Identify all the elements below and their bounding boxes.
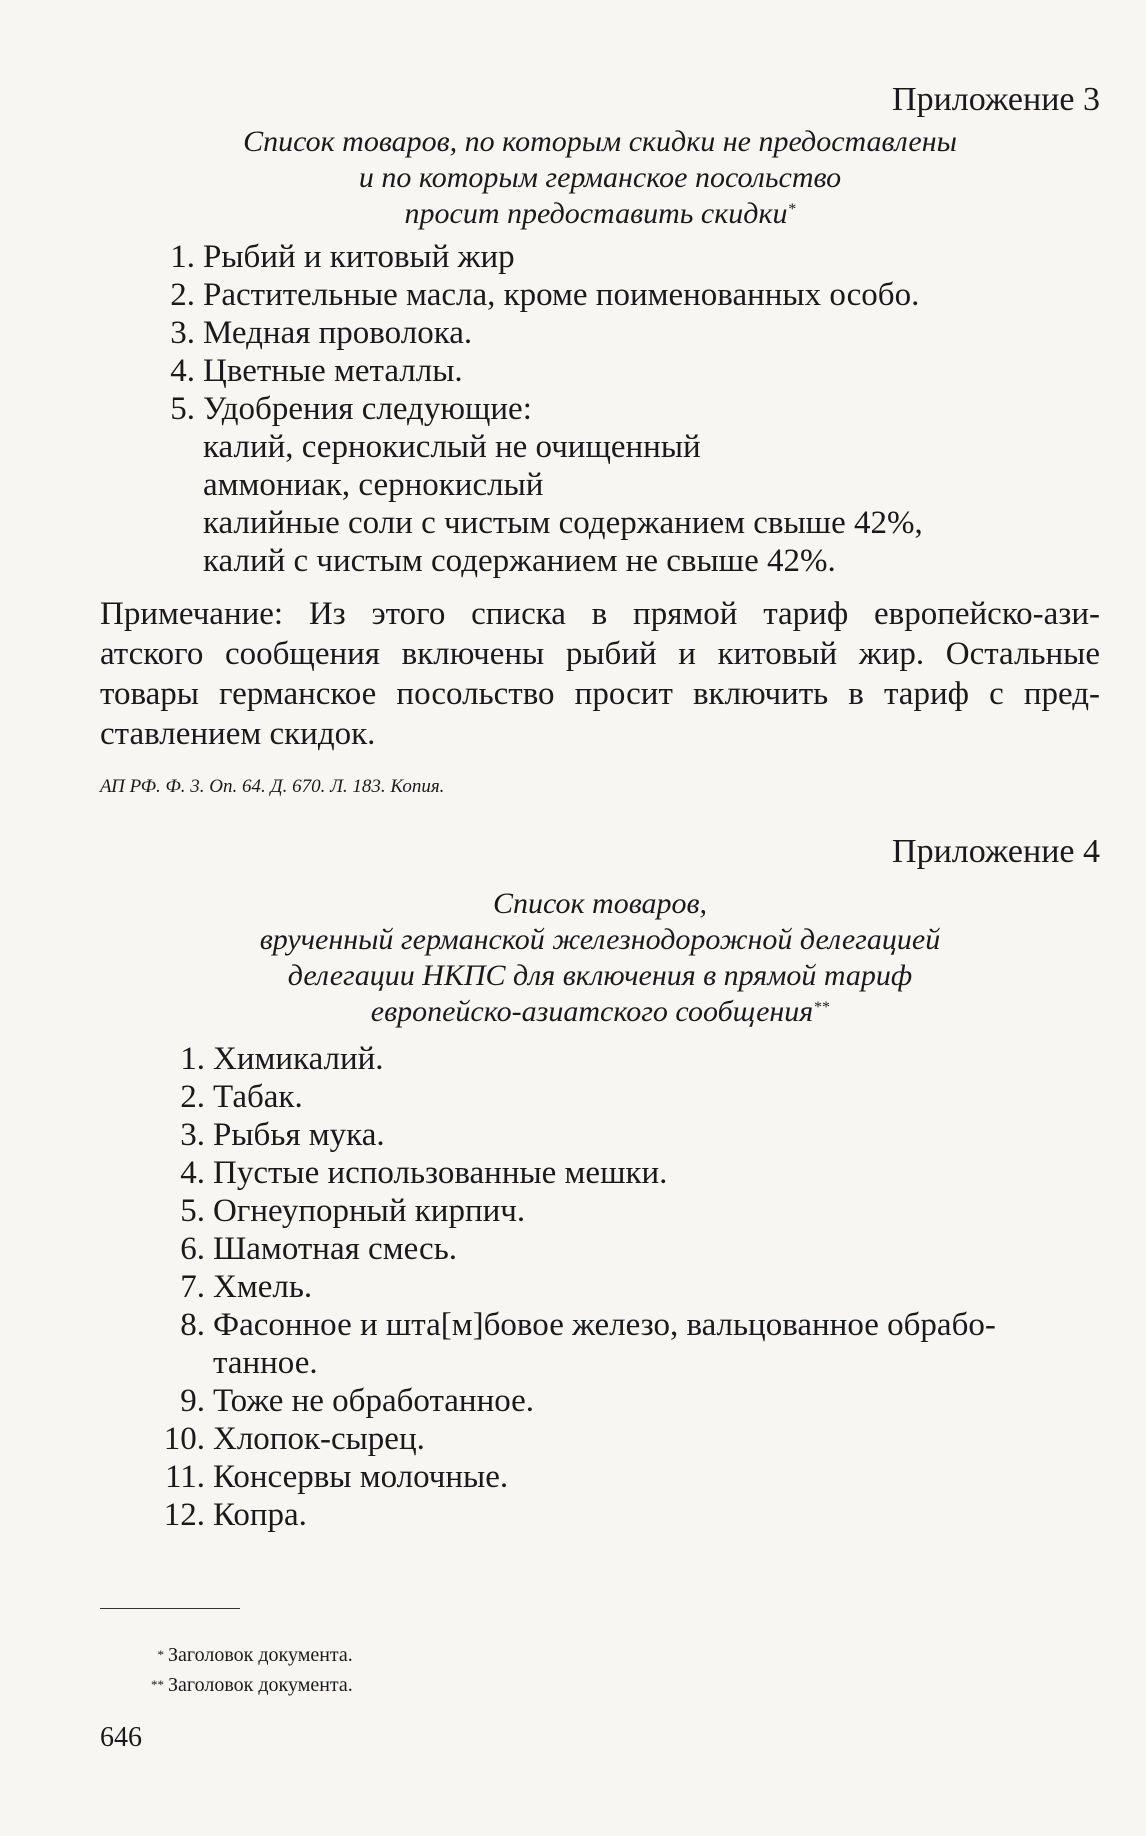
list-item [100, 1116, 1100, 1154]
footnote-marker: * [787, 201, 796, 218]
list-item-text: Удобрения следующие: [203, 391, 532, 427]
list-item [100, 1230, 1100, 1268]
list-item-text: Рыбья мука. [213, 1117, 385, 1153]
appendix-4-list [100, 1040, 1100, 1534]
list-item [100, 314, 1100, 352]
list-item-text: Тоже не обработанное. [213, 1383, 535, 1419]
footnote-text: Заголовок документа. [168, 1644, 353, 1666]
appendix-4-title-line [100, 994, 1100, 1030]
list-item-number: 3. [170, 315, 195, 351]
appendix-4-title-line: врученный германской железнодорожной делегацией [259, 923, 941, 956]
appendix-4-title [100, 886, 1100, 1030]
list-subitem: калий, сернокислый не очищенный [203, 429, 701, 465]
appendix-4-title-text: европейско-азиатского сообщения [370, 995, 814, 1028]
footnotes [148, 1640, 353, 1700]
list-item-number: 1. [170, 239, 195, 275]
list-item-number: 10. [163, 1421, 205, 1457]
list-item-number: 11. [164, 1459, 205, 1495]
appendix-4-title-line: делегации НКПС для включения в прямой тариф [287, 959, 913, 992]
list-item-number: 4. [170, 353, 195, 389]
archive-source: АП РФ. Ф. 3. Оп. 64. Д. 670. Л. 183. Копия. [100, 776, 445, 797]
list-item-text: Химикалий. [213, 1041, 384, 1077]
list-item [100, 352, 1100, 390]
list-item-number: 5. [170, 391, 195, 427]
appendix-3-label: Приложение 3 [892, 81, 1100, 118]
list-item [100, 1420, 1100, 1458]
list-item-number: 7. [180, 1269, 205, 1305]
list-item [100, 276, 1100, 314]
list-item [100, 1382, 1100, 1420]
page-number: 646 [100, 1722, 142, 1753]
list-item [100, 1268, 1100, 1306]
list-item-text: Хлопок-сырец. [213, 1421, 425, 1457]
list-item-text: Огнеупорный кирпич. [213, 1193, 526, 1229]
list-item-text: Табак. [213, 1079, 303, 1115]
list-item-number: 9. [180, 1383, 205, 1419]
appendix-3-title-line: Список товаров, по которым скидки не предоставлены [243, 125, 957, 158]
note-line: Примечание: Из этого списка в прямой тариф европейско-ази- [100, 596, 1100, 632]
list-item [100, 1458, 1100, 1496]
list-item [100, 238, 1100, 276]
list-item-number: 2. [180, 1079, 205, 1115]
footnote [148, 1670, 353, 1700]
footnote [148, 1640, 353, 1670]
appendix-4-title-line: Список товаров, [492, 887, 708, 920]
list-item-text: Хмель. [213, 1269, 313, 1305]
list-item-text: Консервы молочные. [213, 1459, 509, 1495]
appendix-3-title [100, 124, 1100, 232]
page-content [100, 80, 1100, 1534]
list-subitem: калий с чистым содержанием не свыше 42%. [203, 543, 836, 579]
appendix-3-note [100, 594, 1100, 754]
list-item-text: Пустые использованные мешки. [213, 1155, 668, 1191]
appendix-3-title-text: просит предоставить скидки [404, 197, 788, 230]
list-item-number: 12. [163, 1497, 205, 1533]
list-item-text: Медная проволока. [203, 315, 473, 351]
list-item-number: 4. [180, 1155, 205, 1191]
list-item-number: 5. [180, 1193, 205, 1229]
list-item-number: 6. [180, 1231, 205, 1267]
note-line: товары германское посольство просит включить в тариф с пред- [100, 676, 1100, 712]
list-item-text: Растительные масла, кроме поименованных особо. [203, 277, 920, 313]
list-item-text: Фасонное и шта[м]бовое железо, вальцованное обрабо- [213, 1307, 996, 1343]
footnote-marker: ** [813, 999, 830, 1016]
list-item-text: Шамотная смесь. [213, 1231, 457, 1267]
footnote-marker: ** [151, 1677, 164, 1692]
appendix-3-list [100, 238, 1100, 580]
footnote-text: Заголовок документа. [168, 1674, 353, 1696]
list-item [100, 1078, 1100, 1116]
appendix-3-title-line: и по которым германское посольство [358, 161, 842, 194]
list-item-text: Рыбий и китовый жир [203, 239, 515, 275]
list-item-text: Цветные металлы. [203, 353, 463, 389]
footnote-marker: * [157, 1647, 164, 1662]
note-line: атского сообщения включены рыбий и китовый жир. Остальные [100, 636, 1100, 672]
note-line: ставлением скидок. [100, 716, 376, 752]
list-item-continuation: танное. [213, 1345, 318, 1381]
list-item [100, 1496, 1100, 1534]
list-item-number: 1. [180, 1041, 205, 1077]
list-item [100, 390, 1100, 428]
list-item-number: 8. [180, 1307, 205, 1343]
list-item [100, 1192, 1100, 1230]
list-item [100, 1306, 1100, 1344]
list-subitem: калийные соли с чистым содержанием свыше 42%, [203, 505, 923, 541]
list-item-number: 3. [180, 1117, 205, 1153]
list-item-text: Копра. [213, 1497, 307, 1533]
appendix-4-label: Приложение 4 [892, 833, 1100, 870]
list-item-number: 2. [170, 277, 195, 313]
appendix-3-title-line [100, 196, 1100, 232]
list-subitem: аммониак, сернокислый [203, 467, 544, 503]
footnote-divider [100, 1608, 240, 1609]
list-item [100, 1154, 1100, 1192]
list-item [100, 1040, 1100, 1078]
